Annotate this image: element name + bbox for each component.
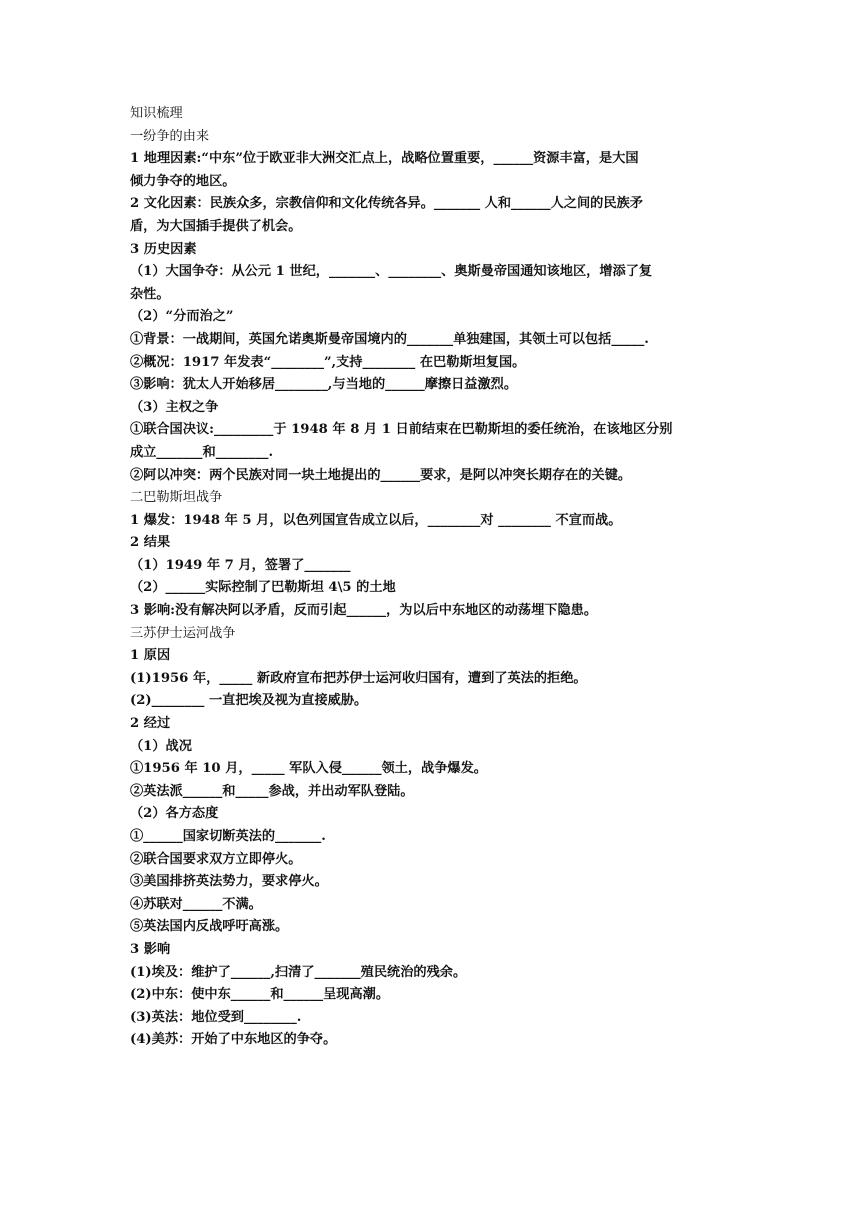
text-line: ②英法派______和_____参战，并出动军队登陆。 [130, 783, 414, 799]
text-line: ②概况：1917 年发表“________”,支持________ 在巴勒斯坦复国。 [130, 354, 526, 370]
text-line: （1）1949 年 7 月，签署了_______ [130, 557, 351, 573]
text-line: 3 历史因素 [130, 241, 197, 257]
doc-title: 知识梳理 [130, 106, 183, 121]
text-line: ①______国家切断英法的_______. [130, 829, 326, 844]
text-line: ③美国排挤英法势力，要求停火。 [130, 874, 328, 890]
text-line: （2）______实际控制了巴勒斯坦 4\5 的土地 [130, 580, 396, 596]
text-line: 2 文化因素：民族众多，宗教信仰和文化传统各异。_______ 人和______人之间的民族矛 [130, 196, 643, 212]
text-line: 1 地理因素:“中东”位于欧亚非大洲交汇点上，战略位置重要，______资源丰富，是大国 [130, 151, 639, 167]
text-line: (3)英法：地位受到________. [130, 1009, 302, 1025]
text-line: (2)中东：使中东______和______呈现高潮。 [130, 987, 390, 1003]
text-line: ⑤英法国内反战呼吁高涨。 [130, 919, 289, 935]
text-line: 倾力争夺的地区。 [130, 173, 236, 189]
text-line: 盾，为大国插手提供了机会。 [130, 218, 302, 234]
text-line: 1 原因 [130, 648, 171, 664]
text-line: ③影响：犹太人开始移居________,与当地的______摩擦日益激烈。 [130, 377, 518, 393]
text-line: (2)________ 一直把埃及视为直接威胁。 [130, 693, 368, 709]
section-heading: 一纷争的由来 [130, 128, 210, 144]
text-line: ①联合国决议:_________于 1948 年 8 月 1 日前结束在巴勒斯坦的委任统治，在该地区分别 [130, 422, 673, 438]
text-line: ④苏联对______不满。 [130, 896, 262, 912]
document-body [130, 103, 740, 1052]
text-line: （1）战况 [130, 738, 192, 754]
text-line: 2 结果 [130, 535, 171, 551]
text-line: ①1956 年 10 月，_____ 军队入侵______领土，战争爆发。 [130, 761, 487, 777]
text-line: (1)埃及：维护了______,扫清了_______殖民统治的残余。 [130, 964, 467, 980]
text-line: (1)1956 年，_____ 新政府宣布把苏伊士运河收归国有，遭到了英法的拒绝。 [130, 670, 587, 686]
section-heading: 三苏伊士运河战争 [130, 625, 236, 641]
text-line: (4)美苏：开始了中东地区的争夺。 [130, 1032, 337, 1048]
text-line: 杂性。 [130, 286, 170, 302]
text-line: （2）“分而治之” [130, 309, 234, 325]
text-line: 成立_______和________. [130, 444, 274, 460]
text-line: 3 影响 [130, 941, 171, 957]
section-heading: 二巴勒斯坦战争 [130, 490, 223, 506]
text-line: ②联合国要求双方立即停火。 [130, 851, 302, 867]
text-line: ②阿以冲突：两个民族对同一块土地提出的______要求，是阿以冲突长期存在的关键。 [130, 467, 632, 483]
text-line: （3）主权之争 [130, 399, 219, 415]
text-line: （2）各方态度 [130, 806, 219, 822]
text-line: 2 经过 [130, 716, 171, 732]
text-line: ①背景：一战期间，英国允诺奥斯曼帝国境内的_______单独建国，其领土可以包括_____. [130, 331, 649, 347]
text-line: （1）大国争夺：从公元 1 世纪，_______、________、奥斯曼帝国通知该地区，增添了复 [130, 264, 653, 280]
text-line: 3 影响:没有解决阿以矛盾，反而引起______，为以后中东地区的动荡埋下隐患。 [130, 603, 598, 619]
text-line: 1 爆发：1948 年 5 月，以色列国宣告成立以后，________对 ________ 不宣而战。 [130, 512, 622, 528]
